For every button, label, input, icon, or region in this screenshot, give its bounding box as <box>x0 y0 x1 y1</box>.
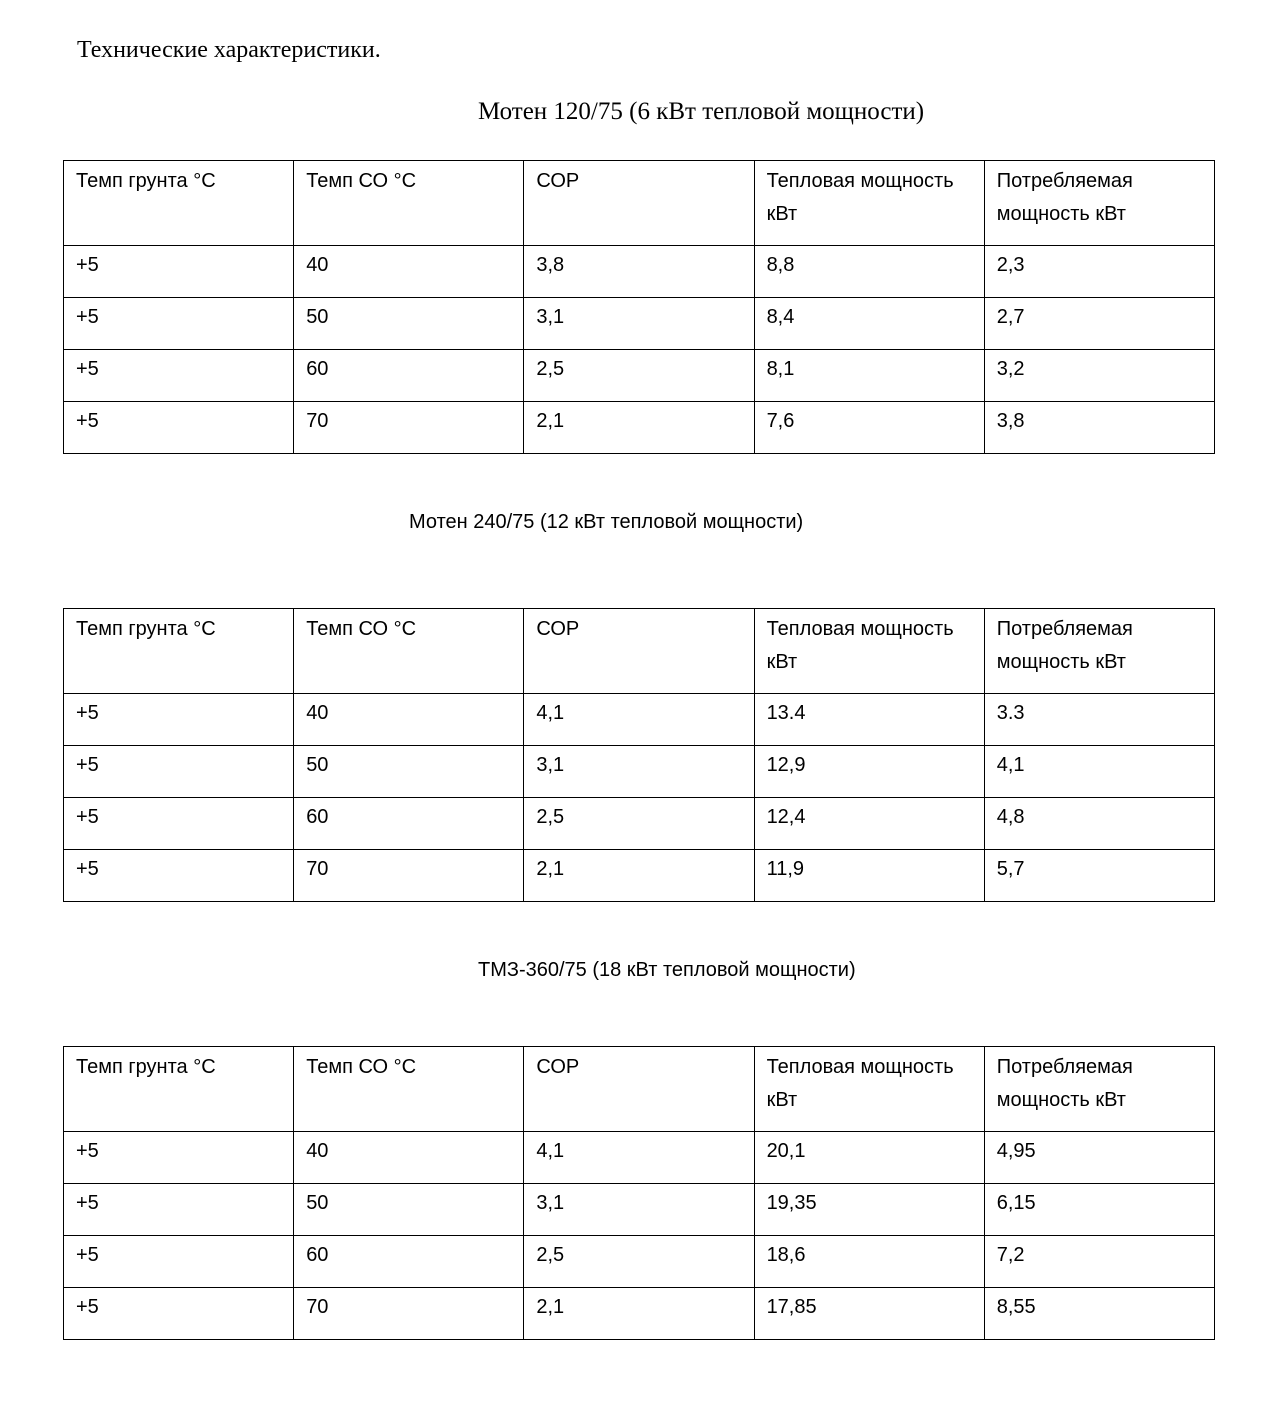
header-power-consumption: Потребляемая мощность кВт <box>984 1047 1214 1132</box>
table-row <box>64 350 1215 402</box>
cell-heat-output: 13.4 <box>754 694 984 746</box>
table-1-title: Мотен 120/75 (6 кВт тепловой мощности) <box>478 98 925 125</box>
cell-co-temp: 70 <box>294 1288 524 1340</box>
cell-heat-output: 8,8 <box>754 246 984 298</box>
header-heat-output: Тепловая мощность кВт <box>754 609 984 694</box>
cell-power-consumption: 2,7 <box>984 298 1214 350</box>
table-row <box>64 1184 1215 1236</box>
cell-co-temp: 60 <box>294 1236 524 1288</box>
header-power-consumption: Потребляемая мощность кВт <box>984 161 1214 246</box>
cell-cop: 3,8 <box>524 246 754 298</box>
cell-co-temp: 70 <box>294 850 524 902</box>
cell-power-consumption: 4,95 <box>984 1132 1214 1184</box>
cell-ground-temp: +5 <box>64 298 294 350</box>
table-row <box>64 246 1215 298</box>
table-3-title: ТМЗ-360/75 (18 кВт тепловой мощности) <box>478 959 856 981</box>
header-ground-temp: Темп грунта °С <box>64 1047 294 1132</box>
cell-ground-temp: +5 <box>64 1132 294 1184</box>
cell-cop: 3,1 <box>524 1184 754 1236</box>
table-header-row <box>64 609 1215 694</box>
cell-heat-output: 7,6 <box>754 402 984 454</box>
cell-co-temp: 60 <box>294 350 524 402</box>
cell-co-temp: 50 <box>294 746 524 798</box>
table-row <box>64 1288 1215 1340</box>
table-row <box>64 1236 1215 1288</box>
cell-ground-temp: +5 <box>64 402 294 454</box>
header-heat-output: Тепловая мощность кВт <box>754 161 984 246</box>
table-row <box>64 694 1215 746</box>
spec-table-moten-120 <box>63 160 1215 454</box>
header-co-temp: Темп СО °С <box>294 161 524 246</box>
cell-power-consumption: 3,2 <box>984 350 1214 402</box>
cell-cop: 3,1 <box>524 298 754 350</box>
cell-heat-output: 8,1 <box>754 350 984 402</box>
cell-power-consumption: 4,8 <box>984 798 1214 850</box>
cell-co-temp: 40 <box>294 694 524 746</box>
cell-ground-temp: +5 <box>64 1184 294 1236</box>
cell-heat-output: 12,9 <box>754 746 984 798</box>
table-row <box>64 1132 1215 1184</box>
cell-co-temp: 60 <box>294 798 524 850</box>
cell-co-temp: 40 <box>294 246 524 298</box>
cell-heat-output: 12,4 <box>754 798 984 850</box>
header-ground-temp: Темп грунта °С <box>64 161 294 246</box>
cell-power-consumption: 2,3 <box>984 246 1214 298</box>
cell-cop: 2,1 <box>524 402 754 454</box>
table-header-row <box>64 161 1215 246</box>
table-row <box>64 798 1215 850</box>
table-header-row <box>64 1047 1215 1132</box>
cell-ground-temp: +5 <box>64 746 294 798</box>
spec-table-moten-240 <box>63 608 1215 902</box>
header-power-consumption: Потребляемая мощность кВт <box>984 609 1214 694</box>
table-2-title: Мотен 240/75 (12 кВт тепловой мощности) <box>409 511 804 533</box>
table-row <box>64 746 1215 798</box>
cell-co-temp: 70 <box>294 402 524 454</box>
cell-power-consumption: 5,7 <box>984 850 1214 902</box>
cell-heat-output: 18,6 <box>754 1236 984 1288</box>
cell-cop: 2,1 <box>524 850 754 902</box>
cell-cop: 4,1 <box>524 1132 754 1184</box>
table-row <box>64 850 1215 902</box>
cell-ground-temp: +5 <box>64 694 294 746</box>
header-co-temp: Темп СО °С <box>294 609 524 694</box>
cell-cop: 2,5 <box>524 798 754 850</box>
cell-ground-temp: +5 <box>64 798 294 850</box>
cell-cop: 2,5 <box>524 350 754 402</box>
cell-ground-temp: +5 <box>64 850 294 902</box>
cell-power-consumption: 7,2 <box>984 1236 1214 1288</box>
cell-cop: 3,1 <box>524 746 754 798</box>
header-cop: СОР <box>524 1047 754 1132</box>
header-cop: СОР <box>524 609 754 694</box>
cell-cop: 4,1 <box>524 694 754 746</box>
cell-co-temp: 50 <box>294 298 524 350</box>
cell-ground-temp: +5 <box>64 246 294 298</box>
document-title: Технические характеристики. <box>77 37 381 63</box>
cell-heat-output: 20,1 <box>754 1132 984 1184</box>
cell-power-consumption: 3,8 <box>984 402 1214 454</box>
cell-power-consumption: 4,1 <box>984 746 1214 798</box>
header-heat-output: Тепловая мощность кВт <box>754 1047 984 1132</box>
cell-co-temp: 50 <box>294 1184 524 1236</box>
cell-power-consumption: 6,15 <box>984 1184 1214 1236</box>
cell-co-temp: 40 <box>294 1132 524 1184</box>
cell-cop: 2,1 <box>524 1288 754 1340</box>
spec-table-tmz-360 <box>63 1046 1215 1340</box>
cell-heat-output: 11,9 <box>754 850 984 902</box>
cell-heat-output: 8,4 <box>754 298 984 350</box>
header-co-temp: Темп СО °С <box>294 1047 524 1132</box>
cell-cop: 2,5 <box>524 1236 754 1288</box>
cell-heat-output: 17,85 <box>754 1288 984 1340</box>
header-cop: СОР <box>524 161 754 246</box>
table-row <box>64 298 1215 350</box>
cell-ground-temp: +5 <box>64 1236 294 1288</box>
cell-power-consumption: 8,55 <box>984 1288 1214 1340</box>
cell-ground-temp: +5 <box>64 1288 294 1340</box>
cell-power-consumption: 3.3 <box>984 694 1214 746</box>
header-ground-temp: Темп грунта °С <box>64 609 294 694</box>
cell-ground-temp: +5 <box>64 350 294 402</box>
cell-heat-output: 19,35 <box>754 1184 984 1236</box>
table-row <box>64 402 1215 454</box>
